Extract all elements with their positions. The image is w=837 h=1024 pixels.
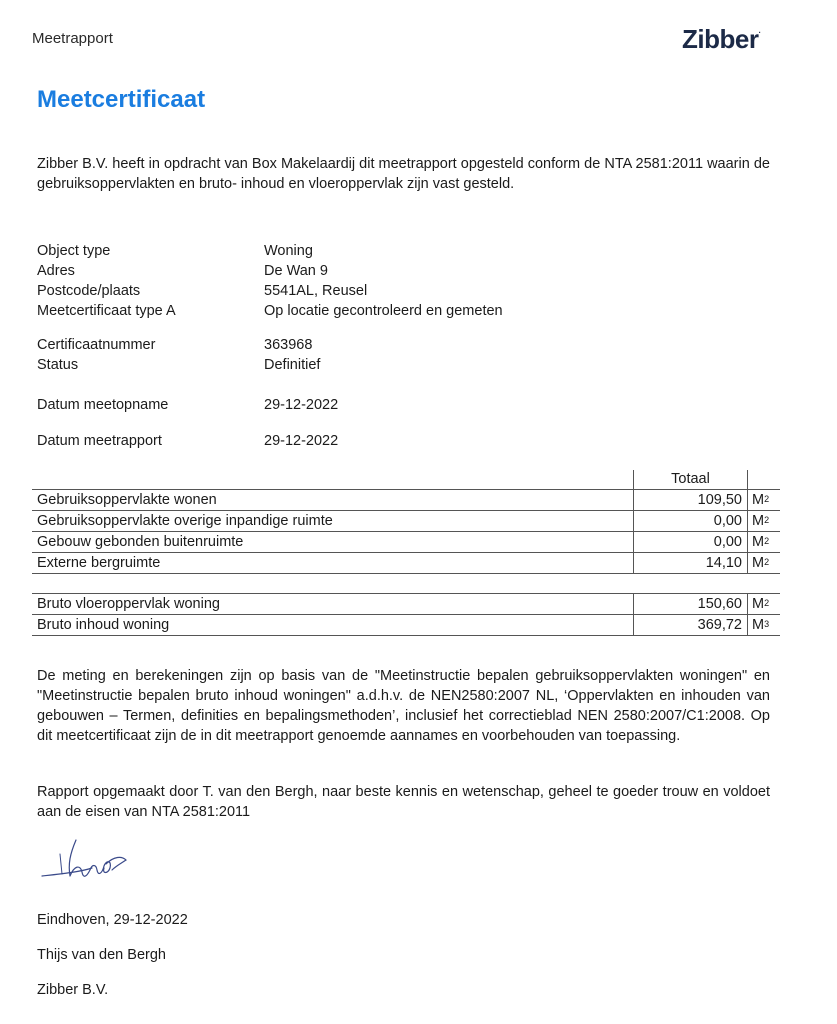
author-name: Thijs van den Bergh [37,947,166,963]
measurement-table [32,470,780,636]
table-row: Externe bergruimte 14,10 $M^2$ [32,553,780,574]
author-statement: Rapport opgemaakt door T. van den Bergh, naar beste kennis en wetenschap, geheel te goeder trouw en voldoet aan de eisen van NTA 2581:2011 [37,784,770,820]
report-label: Meetrapport [32,30,113,47]
table-row: Bruto inhoud woning 369,72 $M^3$ [32,615,780,636]
zibber-logo [682,24,760,55]
report-date: Datum meetrapport 29-12-2022 [37,433,339,449]
logo-mark: . [758,26,761,35]
info-row: Certificaatnummer 363968 [37,337,313,353]
table-row: Gebruiksoppervlakte overige inpandige ruimte 0,00 $M^2$ [32,511,780,532]
company-name: Zibber B.V. [37,982,109,998]
methodology-paragraph: De meting en berekeningen zijn op basis van de "Meetinstructie bepalen gebruiksoppervlakten woningen" en "Meetinstructie bepalen bruto inhoud woningen" a.d.h.v. de NEN2580:2007 NL, ‘Oppervlakten en inhouden van gebouwen – Termen, definities en bepalingsmethoden’, inclusief het correctieblad NEN 2580:2007/C1:2008. Op dit meetcertificaat zijn de in dit meetrapport genoemde aannames en voorbehouden van toepassing. [37,668,770,744]
table-row: Bruto vloeroppervlak woning 150,60 $M^2$ [32,594,780,615]
signature [40,830,150,890]
info-row: Object type Woning [37,243,313,259]
page-title: Meetcertificaat [37,86,206,113]
measurement-date: Datum meetopname 29-12-2022 [37,397,339,413]
table-row: Gebouw gebonden buitenruimte 0,00 $M^2$ [32,532,780,553]
info-row: Postcode/plaats 5541AL, Reusel [37,283,368,299]
info-row: Adres De Wan 9 [37,263,328,279]
logo-text: Zibber [682,24,759,54]
table-spacer [32,574,780,594]
object-info [37,241,737,321]
place-date: Eindhoven, 29-12-2022 [37,912,188,928]
info-row: Status Definitief [37,357,321,373]
table-row: Gebruiksoppervlakte wonen 109,50 $M^2$ [32,490,780,511]
intro-paragraph: Zibber B.V. heeft in opdracht van Box Makelaardij dit meetrapport opgesteld conform de NTA 2581:2011 waarin de gebruiksoppervlakten en bruto- inhoud en vloeroppervlak zijn vast gesteld. [37,156,770,192]
info-row: Meetcertificaat type A Op locatie gecontroleerd en gemeten [37,303,503,319]
total-column-header: Totaal [634,470,748,490]
table-header-row [32,470,780,490]
certificate-info [37,335,737,375]
